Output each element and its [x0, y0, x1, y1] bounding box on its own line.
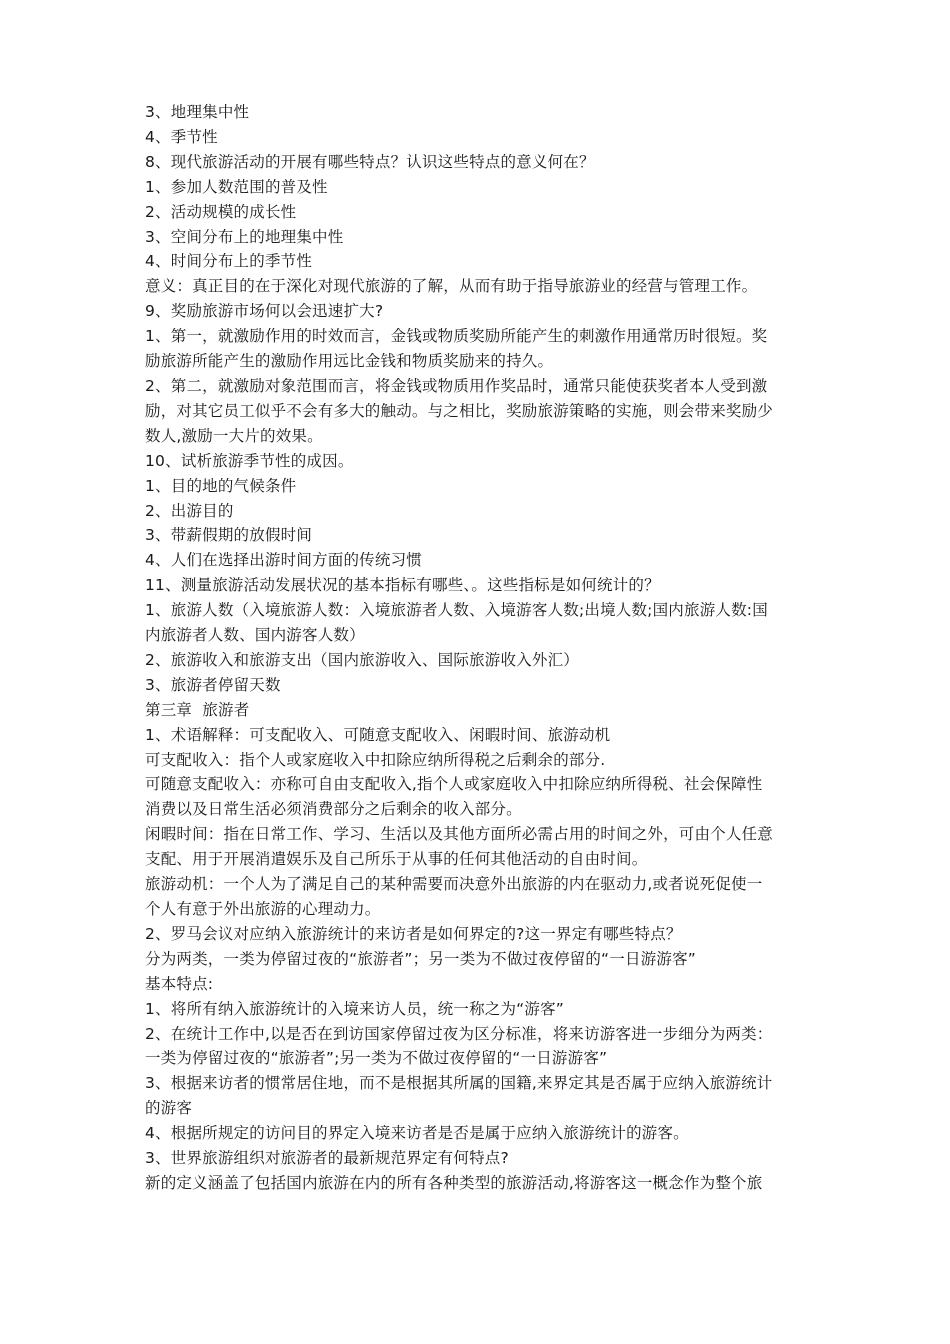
text-line: 1、目的地的气候条件 — [145, 476, 297, 495]
text-line: 的游客 — [145, 1099, 193, 1118]
text-line: 11、测量旅游活动发展状况的基本指标有哪些、。这些指标是如何统计的？ — [145, 576, 660, 595]
text-line: 3、空间分布上的地理集中性 — [145, 227, 344, 246]
text-line: 内旅游者人数、国内游客人数） — [145, 626, 365, 645]
text-line: 第三章 旅游者 — [145, 700, 250, 719]
text-line: 3、世界旅游组织对旅游者的最新规范界定有何特点? — [145, 1149, 509, 1168]
text-line: 4、时间分布上的季节性 — [145, 252, 313, 271]
text-line: 旅游动机：一个人为了满足自己的某种需要而决意外出旅游的内在驱动力,或者说死促使一 — [145, 875, 763, 894]
text-line: 基本特点: — [145, 974, 214, 993]
text-line: 励旅游所能产生的激励作用远比金钱和物质奖励来的持久。 — [145, 352, 554, 371]
text-line: 2、第二，就激励对象范围而言，将金钱或物质用作奖品时，通常只能使获奖者本人受到激 — [145, 376, 768, 395]
text-line: 1、术语解释：可支配收入、可随意支配收入、闲暇时间、旅游动机 — [145, 725, 611, 744]
text-line: 1、第一，就激励作用的时效而言，金钱或物质奖励所能产生的刺激作用通常历时很短。奖 — [145, 327, 768, 346]
text-line: 4、人们在选择出游时间方面的传统习惯 — [145, 551, 422, 570]
text-line: 9、奖励旅游市场何以会迅速扩大? — [145, 302, 384, 321]
text-line: 2、活动规模的成长性 — [145, 202, 297, 221]
text-line: 支配、用于开展消遣娱乐及自己所乐于从事的任何其他活动的自由时间。 — [145, 850, 648, 869]
document-body — [145, 100, 817, 1196]
text-line: 10、试析旅游季节性的成因。 — [145, 451, 354, 470]
text-line: 消费以及日常生活必须消费部分之后剩余的收入部分。 — [145, 800, 522, 819]
text-line: 个人有意于外出旅游的心理动力。 — [145, 900, 381, 918]
text-line: 4、季节性 — [145, 127, 218, 146]
text-line: 分为两类，一类为停留过夜的“旅游者”；另一类为不做过夜停留的“一日游游客” — [145, 949, 697, 968]
text-line: 3、地理集中性 — [145, 103, 250, 121]
text-line: 2、在统计工作中,以是否在到访国家停留过夜为区分标准，将来访游客进一步细分为两类： — [145, 1024, 773, 1043]
text-line: 3、旅游者停留天数 — [145, 675, 281, 694]
text-line: 新的定义涵盖了包括国内旅游在内的所有各种类型的旅游活动,将游客这一概念作为整个旅 — [145, 1173, 763, 1192]
text-line: 2、旅游收入和旅游支出（国内旅游收入、国际旅游收入外汇） — [145, 650, 579, 669]
text-line: 1、参加人数范围的普及性 — [145, 177, 328, 196]
text-line: 1、旅游人数（入境旅游人数：入境旅游者人数、入境游客人数;出境人数;国内旅游人数:国 — [145, 601, 768, 620]
text-line: 可支配收入：指个人或家庭收入中扣除应纳所得税之后剩余的部分. — [145, 750, 606, 769]
text-line: 4、根据所规定的访问目的界定入境来访者是否是属于应纳入旅游统计的游客。 — [145, 1124, 689, 1143]
text-line: 1、将所有纳入旅游统计的入境来访人员，统一称之为“游客” — [145, 999, 565, 1018]
text-line: 数人,激励一大片的效果。 — [145, 426, 323, 445]
text-line: 闲暇时间：指在日常工作、学习、生活以及其他方面所必需占用的时间之外，可由个人任意 — [145, 825, 774, 844]
text-line: 8、现代旅游活动的开展有哪些特点？认识这些特点的意义何在？ — [145, 152, 595, 171]
text-line: 2、出游目的 — [145, 501, 234, 520]
text-line: 2、罗马会议对应纳入旅游统计的来访者是如何界定的?这一界定有哪些特点？ — [145, 924, 682, 943]
text-line: 3、带薪假期的放假时间 — [145, 526, 313, 545]
text-line: 可随意支配收入：亦称可自由支配收入,指个人或家庭收入中扣除应纳所得税、社会保障性 — [145, 775, 763, 794]
text-line: 3、根据来访者的惯常居住地，而不是根据其所属的国籍,来界定其是否属于应纳入旅游统计 — [145, 1074, 773, 1093]
text-line: 励，对其它员工似乎不会有多大的触动。与之相比，奖励旅游策略的实施，则会带来奖励少 — [145, 401, 774, 420]
text-line: 意义：真正目的在于深化对现代旅游的了解，从而有助于指导旅游业的经营与管理工作。 — [145, 277, 758, 296]
text-line: 一类为停留过夜的“旅游者”;另一类为不做过夜停留的“一日游游客” — [145, 1049, 608, 1068]
